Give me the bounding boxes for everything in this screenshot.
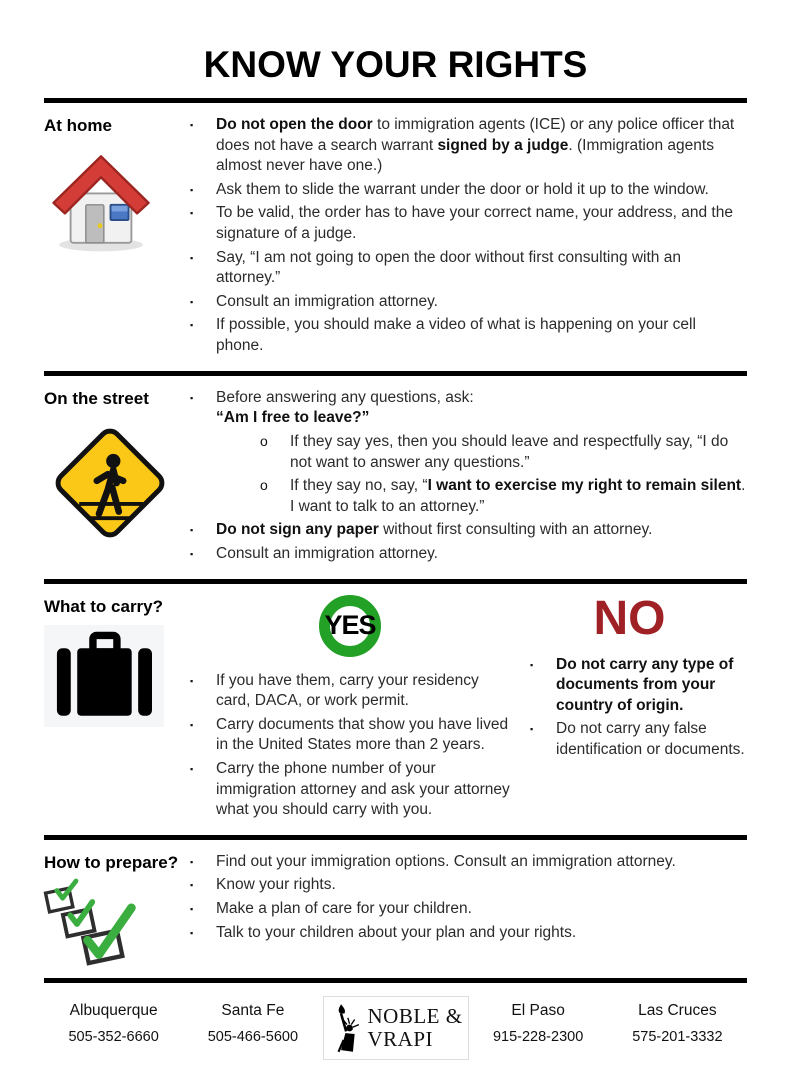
- briefcase-icon: [44, 625, 164, 727]
- list-item-text: Do not open the door to immigration agents (ICE) or any police officer that does not have a search warrant signed by a judge. (Immigration agents almost never have one.): [216, 116, 735, 175]
- list-item-text: If they say no, say, “I want to exercise my right to remain silent. I want to talk to an attorney.”: [290, 477, 746, 515]
- list-item-text: Carry documents that show you have lived in the United States more than 2 years.: [216, 715, 509, 754]
- checklist-icon: [44, 881, 152, 967]
- square-bullet-marker: ▪: [190, 927, 194, 938]
- list-item-text: Talk to your children about your plan and your rights.: [216, 923, 577, 941]
- list-item-text: Consult an immigration attorney.: [216, 292, 438, 310]
- section-what-to-carry: [44, 584, 747, 835]
- list-item-text: If possible, you should make a video of what is happening on your cell phone.: [216, 316, 696, 355]
- section-label: At home: [44, 116, 112, 135]
- office-city: Santa Fe: [221, 1001, 285, 1019]
- square-bullet-marker: ▪: [190, 548, 194, 559]
- list-item-text: Before answering any questions, ask: “Am I free to leave?”: [216, 388, 474, 427]
- square-bullet-marker: ▪: [190, 392, 194, 403]
- square-bullet-marker: ▪: [190, 764, 194, 775]
- square-bullet-marker: ▪: [190, 208, 194, 219]
- house-icon: [44, 144, 158, 258]
- office-city: Albuquerque: [69, 1001, 158, 1019]
- list-item: [530, 655, 747, 717]
- office-city: El Paso: [511, 1001, 565, 1019]
- list-item: [190, 248, 747, 289]
- list-item: [190, 544, 747, 565]
- square-bullet-marker: ▪: [190, 719, 194, 730]
- list-item-text: Know your rights.: [216, 876, 336, 894]
- office-phone: 575-201-3332: [632, 1028, 723, 1045]
- logo-line1: NOBLE &: [367, 1003, 463, 1028]
- list-item-text: Say, “I am not going to open the door without first consulting with an attorney.”: [216, 248, 681, 287]
- list-item: [190, 715, 510, 756]
- office-phone: 915-228-2300: [492, 1028, 584, 1045]
- section-label: What to carry?: [44, 596, 164, 616]
- list-item: [190, 852, 747, 873]
- list-item: [190, 315, 747, 356]
- office-santa-fe: [183, 996, 322, 1045]
- at-home-bullet-list: [190, 112, 747, 360]
- logo-text: [368, 1005, 463, 1051]
- section-label: On the street: [44, 388, 149, 408]
- pedestrian-crossing-icon: [44, 417, 176, 549]
- list-item: [190, 203, 747, 244]
- flyer-page: [0, 44, 791, 1068]
- list-item-text: To be valid, the order has to have your correct name, your address, and the signature of a judge.: [216, 204, 733, 243]
- list-item: [190, 899, 747, 920]
- how-to-prepare-bullet-list: [190, 849, 747, 967]
- no-bullet-list: [530, 655, 747, 761]
- list-item: [190, 923, 747, 944]
- no-title: NO: [593, 591, 666, 645]
- section-how-to-prepare-left: [44, 849, 190, 967]
- list-item-text: Do not carry any type of documents from your country of origin.: [556, 655, 734, 714]
- yes-badge: [319, 595, 381, 657]
- list-item: [190, 875, 747, 896]
- office-phone: 505-352-6660: [68, 1028, 159, 1045]
- square-bullet-marker: ▪: [530, 724, 534, 735]
- list-item: [190, 115, 747, 177]
- section-at-home: [44, 103, 747, 371]
- office-las-cruces: [608, 996, 747, 1045]
- sub-list-item: [190, 432, 747, 473]
- circle-bullet-marker: o: [260, 432, 268, 449]
- what-to-carry-yes-column: [190, 593, 516, 824]
- section-at-home-left: [44, 112, 190, 360]
- list-item-text: Do not sign any paper without first consulting with an attorney.: [216, 521, 653, 539]
- square-bullet-marker: ▪: [190, 675, 194, 686]
- square-bullet-marker: ▪: [190, 904, 194, 915]
- office-el-paso: [469, 996, 608, 1045]
- yes-label: YES: [324, 610, 376, 641]
- list-item-text: Ask them to slide the warrant under the door or hold it up to the window.: [216, 180, 709, 198]
- office-albuquerque: [44, 996, 183, 1045]
- logo-box: [323, 996, 469, 1060]
- list-item: [190, 180, 747, 201]
- circle-bullet-marker: o: [260, 477, 268, 494]
- what-to-carry-no-column: [516, 593, 747, 824]
- list-item: [190, 759, 510, 821]
- section-on-the-street: [44, 376, 747, 579]
- list-item-text: Make a plan of care for your children.: [216, 900, 472, 918]
- section-what-to-carry-left: [44, 593, 190, 824]
- square-bullet-marker: ▪: [530, 659, 534, 670]
- list-item: [190, 671, 510, 712]
- yes-bullet-list: [190, 671, 510, 821]
- square-bullet-marker: ▪: [190, 252, 194, 263]
- list-item-text: If they say yes, then you should leave and respectfully say, “I do not want to answer any questions.”: [290, 432, 729, 471]
- list-item-text: Do not carry any false identification or documents.: [556, 720, 745, 759]
- list-item: [190, 292, 747, 313]
- list-item-text: Consult an immigration attorney.: [216, 544, 438, 562]
- sub-list-item: [190, 476, 747, 517]
- list-item-text: Find out your immigration options. Consult an immigration attorney.: [216, 852, 676, 870]
- list-item: [190, 520, 747, 541]
- square-bullet-marker: ▪: [190, 856, 194, 867]
- page-title: KNOW YOUR RIGHTS: [203, 44, 588, 85]
- section-on-the-street-left: [44, 385, 190, 568]
- square-bullet-marker: ▪: [190, 525, 194, 536]
- square-bullet-marker: ▪: [190, 296, 194, 307]
- square-bullet-marker: ▪: [190, 320, 194, 331]
- square-bullet-marker: ▪: [190, 120, 194, 130]
- office-phone: 505-466-5600: [207, 1028, 299, 1045]
- section-how-to-prepare: [44, 840, 747, 978]
- logo-line2: VRAPI: [367, 1026, 434, 1051]
- list-item-text: If you have them, carry your residency card, DACA, or work permit.: [216, 671, 479, 710]
- list-item: [190, 388, 747, 429]
- office-city: Las Cruces: [638, 1001, 717, 1019]
- list-item-text: Carry the phone number of your immigration attorney and ask your attorney what you should carry with you.: [216, 760, 510, 819]
- footer: [44, 983, 747, 1060]
- square-bullet-marker: ▪: [190, 880, 194, 891]
- section-label: How to prepare?: [44, 852, 179, 872]
- on-the-street-bullet-list: [190, 385, 747, 568]
- statue-of-liberty-icon: [330, 1000, 364, 1056]
- list-item: [530, 719, 747, 760]
- square-bullet-marker: ▪: [190, 184, 194, 195]
